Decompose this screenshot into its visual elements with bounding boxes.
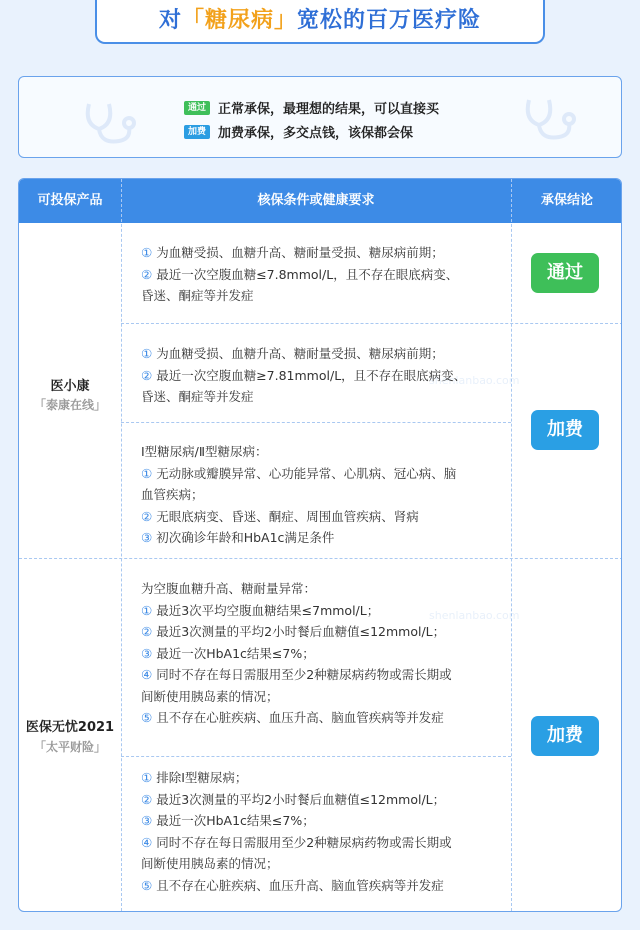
row-divider bbox=[121, 323, 622, 324]
condition-line: ② 最近3次测量的平均2小时餐后血糖值≤12mmol/L； bbox=[141, 791, 446, 807]
condition-line: ② 最近一次空腹血糖≤7.8mmol/L，且不存在眼底病变、 bbox=[141, 266, 459, 282]
stethoscope-icon bbox=[79, 99, 139, 149]
condition-line: ① 无动脉或瓣膜异常、心功能异常、心肌病、冠心病、脑 bbox=[141, 465, 457, 481]
condition-line: ② 最近3次测量的平均2小时餐后血糖值≤12mmol/L； bbox=[141, 624, 446, 639]
table-header bbox=[19, 179, 622, 223]
condition-line: Ⅰ型糖尿病/Ⅱ型糖尿病： bbox=[141, 444, 268, 459]
watermark: shenlanbao.com bbox=[429, 609, 520, 622]
condition-block bbox=[141, 441, 521, 549]
condition-line: ① 为血糖受损、血糖升高、糖耐量受损、糖尿病前期； bbox=[141, 346, 444, 361]
legend-item-pass bbox=[184, 98, 439, 117]
header-product: 可投保产品 bbox=[37, 193, 103, 208]
product-company: 「太平财险」 bbox=[33, 740, 106, 754]
condition-line: 为空腹血糖升高、糖耐量异常： bbox=[141, 581, 317, 596]
condition-line: ① 最近3次平均空腹血糖结果≤7mmol/L； bbox=[141, 602, 380, 618]
result-badge-surcharge: 加费 bbox=[531, 410, 599, 450]
legend-box bbox=[18, 76, 622, 158]
legend-text: 正常承保，最理想的结果，可以直接买 bbox=[218, 102, 440, 117]
row-divider bbox=[121, 756, 511, 757]
condition-line: ③ 最近一次HbA1c结果≤7%； bbox=[141, 813, 315, 828]
condition-line: ② 最近一次空腹血糖≥7.81mmol/L，且不存在眼底病变、 bbox=[141, 367, 467, 383]
condition-line: 间断使用胰岛素的情况； bbox=[141, 688, 279, 704]
watermark: shenlanbao.com bbox=[429, 374, 520, 387]
condition-line: 昏迷、酮症等并发症 bbox=[141, 389, 254, 404]
condition-block bbox=[141, 343, 521, 408]
condition-line: ④ 同时不存在每日需服用至少2种糖尿病药物或需长期或 bbox=[141, 667, 452, 682]
product-name: 医小康 bbox=[50, 379, 90, 394]
condition-line: 间断使用胰岛素的情况； bbox=[141, 856, 279, 871]
condition-line: 昏迷、酮症等并发症 bbox=[141, 288, 254, 303]
condition-line: 血管疾病； bbox=[141, 487, 204, 502]
legend-text: 加费承保，多交点钱，该保都会保 bbox=[218, 126, 414, 141]
condition-line: ④ 同时不存在每日需服用至少2种糖尿病药物或需长期或 bbox=[141, 834, 452, 850]
condition-block bbox=[141, 767, 521, 896]
condition-block bbox=[141, 242, 521, 307]
condition-line: ① 排除Ⅰ型糖尿病； bbox=[141, 770, 248, 785]
condition-line: ① 为血糖受损、血糖升高、糖耐量受损、糖尿病前期； bbox=[141, 245, 444, 260]
page-title: 对「糖尿病」宽松的百万医疗险 bbox=[95, 0, 545, 44]
stethoscope-icon bbox=[519, 95, 579, 145]
product-name: 医保无忧2021 bbox=[25, 720, 115, 735]
condition-line: ② 无眼底病变、昏迷、酮症、周围血管疾病、肾病 bbox=[141, 508, 419, 524]
condition-block bbox=[141, 578, 521, 729]
row-divider bbox=[121, 422, 511, 423]
row-divider bbox=[19, 558, 622, 559]
product-company: 「泰康在线」 bbox=[33, 398, 106, 412]
condition-line: ⑤ 且不存在心脏疾病、血压升高、脑血管疾病等并发症 bbox=[141, 877, 444, 893]
title-highlight: 「糖尿病」 bbox=[181, 8, 297, 33]
legend-item-surcharge bbox=[184, 122, 413, 141]
header-conditions: 核保条件或健康要求 bbox=[257, 193, 375, 208]
tag-pass: 通过 bbox=[184, 101, 210, 115]
result-badge-pass: 通过 bbox=[531, 253, 599, 293]
condition-line: ③ 最近一次HbA1c结果≤7%； bbox=[141, 645, 315, 661]
condition-line: ③ 初次确诊年龄和HbA1c满足条件 bbox=[141, 530, 335, 545]
result-badge-surcharge: 加费 bbox=[531, 716, 599, 756]
condition-line: ⑤ 且不存在心脏疾病、血压升高、脑血管疾病等并发症 bbox=[141, 710, 444, 725]
underwriting-table bbox=[18, 178, 622, 912]
column-divider bbox=[121, 179, 122, 911]
header-result: 承保结论 bbox=[540, 193, 593, 208]
tag-surcharge: 加费 bbox=[184, 125, 210, 139]
